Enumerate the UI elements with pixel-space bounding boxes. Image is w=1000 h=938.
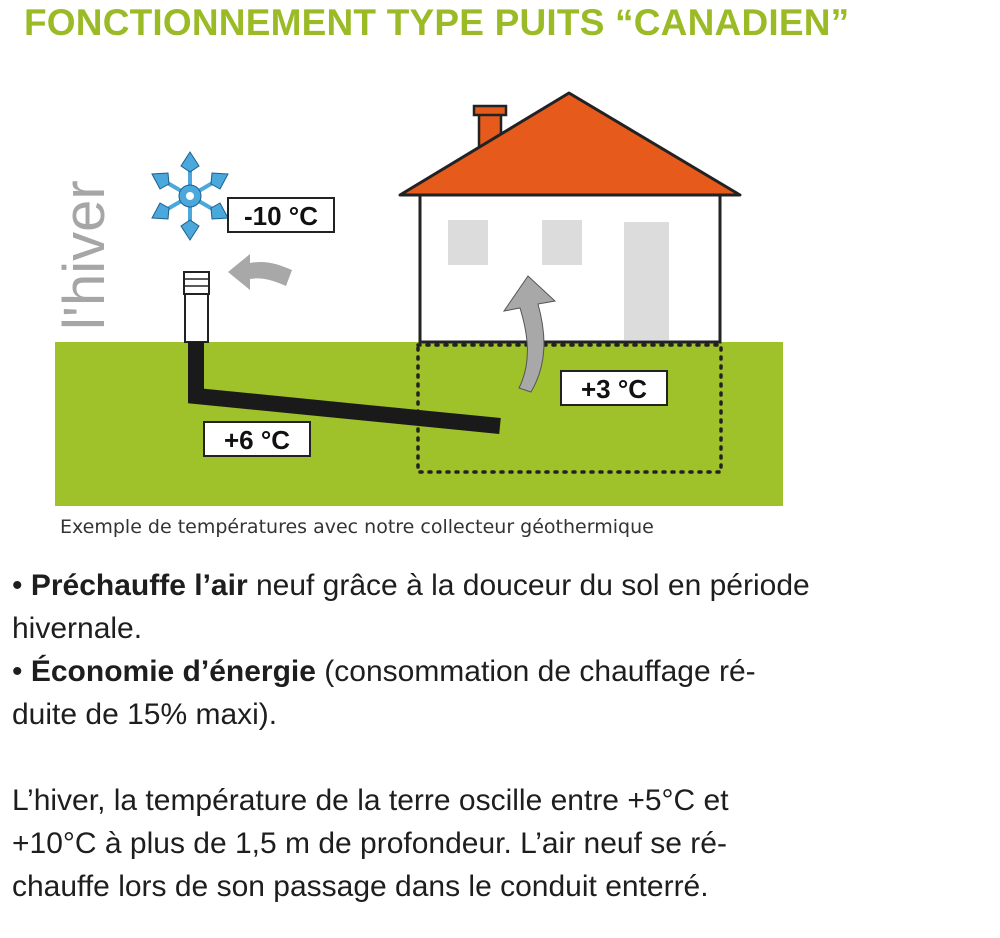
pipe-temperature: +6 °C: [223, 425, 291, 455]
house-door: [624, 222, 669, 340]
page-title: FONCTIONNEMENT TYPE PUITS “CANADIEN”: [24, 2, 850, 43]
paragraph-line-1: L’hiver, la température de la terre oscille entre +5°C et: [12, 784, 729, 817]
air-intake-grille: [184, 272, 209, 294]
canadian-well-diagram: [0, 60, 1000, 550]
house: [400, 93, 740, 342]
bullet-energy: • Économie d’énergie (consommation de chauffage ré-: [12, 655, 756, 688]
house-chimney-cap: [474, 106, 506, 115]
air-intake-pipe: [185, 294, 208, 342]
house-roof: [400, 93, 740, 195]
outside-temperature: -10 °C: [244, 201, 318, 231]
bullet-preheat-bold: Préchauffe l’air: [30, 569, 248, 602]
bullet-energy-bold: Économie d’énergie: [30, 655, 316, 688]
air-intake: [184, 272, 209, 342]
wind-arrow-icon: [228, 254, 292, 290]
diagram-caption: Exemple de températures avec notre collecteur géothermique: [60, 516, 654, 538]
season-label: l'hiver: [52, 180, 117, 330]
house-window-right: [542, 220, 582, 265]
bullet-energy-cont: duite de 15% maxi).: [12, 698, 278, 731]
description: [12, 564, 992, 908]
house-temperature: +3 °C: [580, 374, 648, 404]
paragraph-line-3: chauffe lors de son passage dans le conduit enterré.: [12, 870, 709, 903]
snowflake-icon: [152, 152, 228, 240]
bullet-preheat-cont: hivernale.: [12, 612, 143, 645]
paragraph-line-2: +10°C à plus de 1,5 m de profondeur. L’air neuf se ré-: [12, 827, 727, 860]
house-window-left: [448, 220, 488, 265]
bullet-preheat: • Préchauffe l’air neuf grâce à la douceur du sol en période: [12, 569, 810, 602]
house-wall: [420, 192, 720, 342]
